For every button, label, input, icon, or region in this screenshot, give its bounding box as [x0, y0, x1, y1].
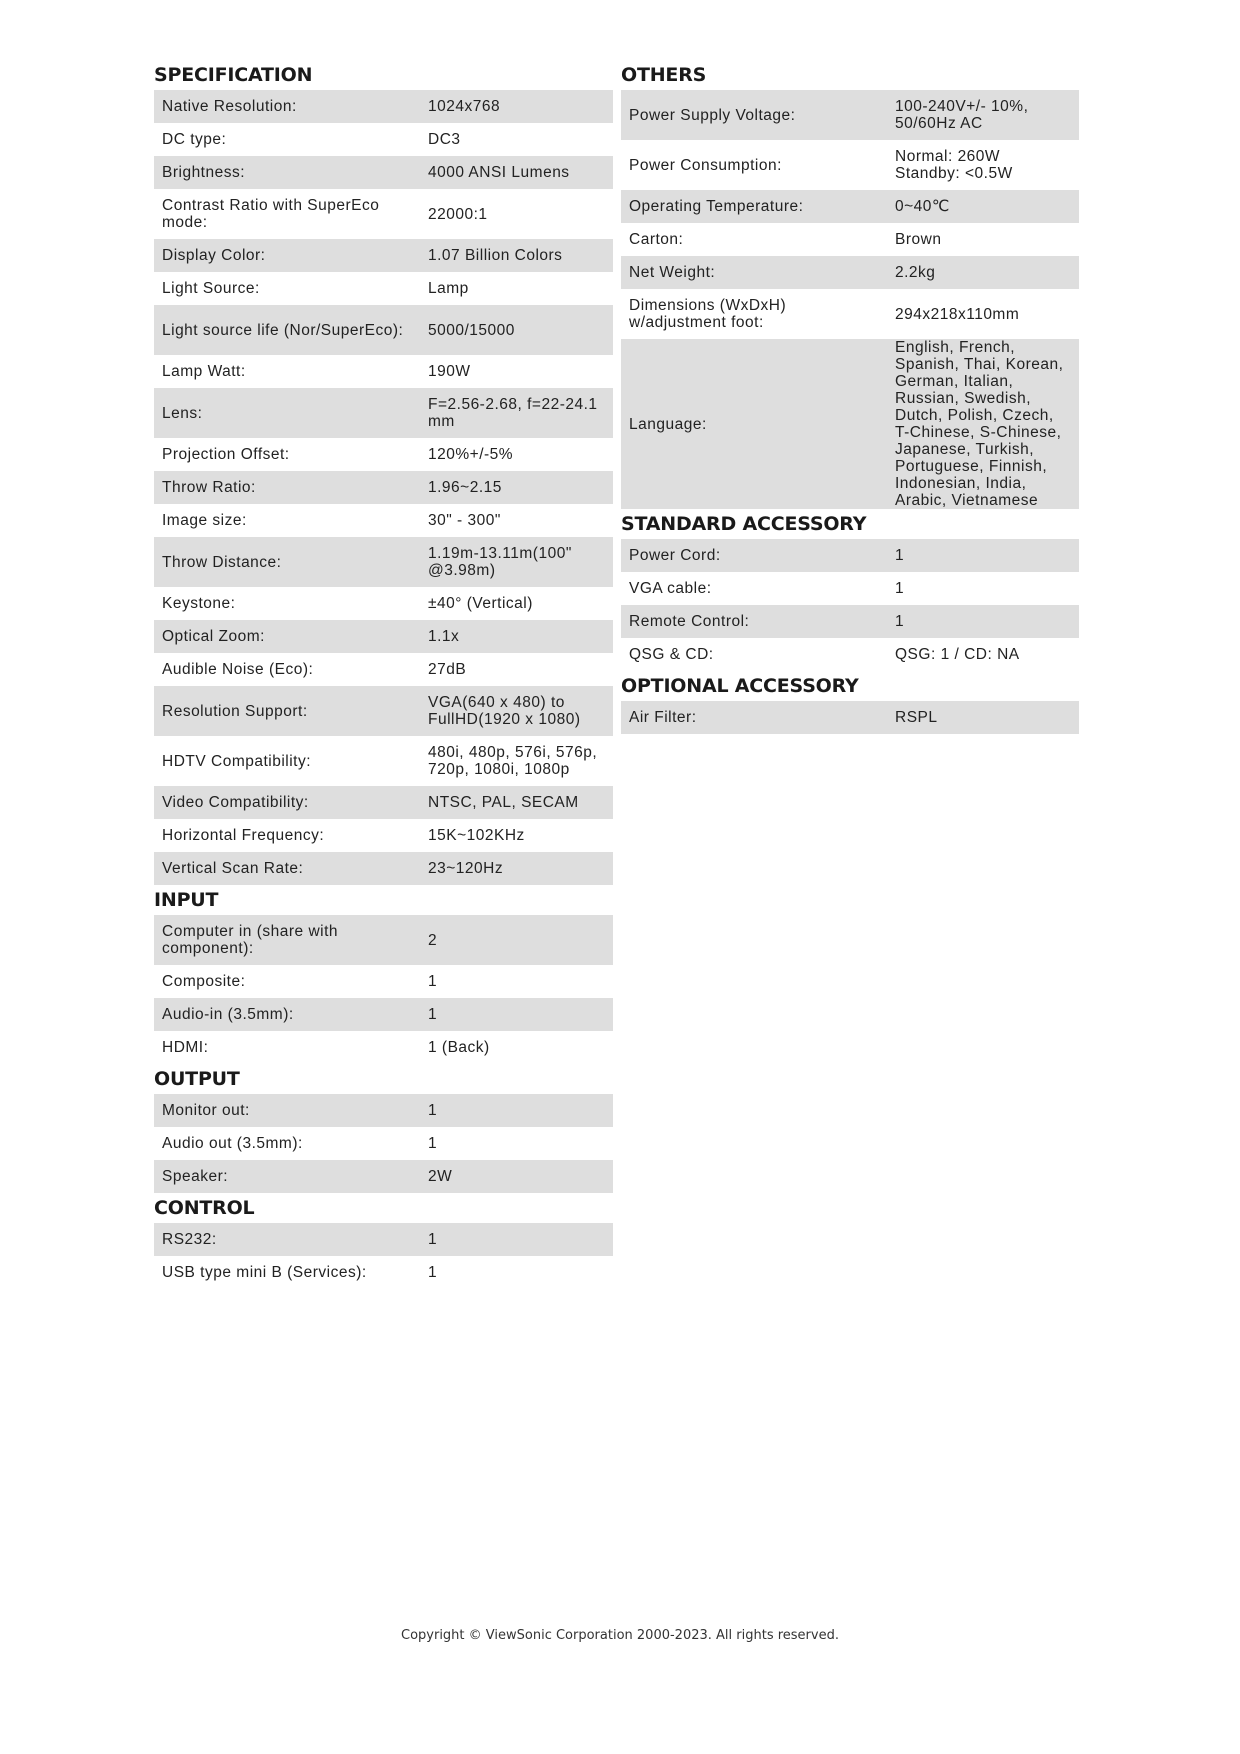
spec-label: Display Color:	[162, 247, 266, 264]
spec-label: Air Filter:	[629, 709, 697, 726]
right-spec-column	[621, 60, 1079, 734]
spec-label: Audio-in (3.5mm):	[162, 1006, 294, 1023]
section-title-control: CONTROL	[154, 1197, 255, 1219]
spec-row	[621, 539, 1079, 572]
spec-value: 1	[895, 613, 905, 630]
spec-table-input	[154, 915, 613, 1064]
spec-label: Optical Zoom:	[162, 628, 265, 645]
spec-label: Carton:	[629, 231, 684, 248]
spec-table-optional-accessory	[621, 701, 1079, 734]
spec-value: 294x218x110mm	[895, 305, 1020, 323]
spec-row	[154, 355, 613, 388]
spec-row	[621, 605, 1079, 638]
spec-value: 5000/15000	[428, 321, 515, 339]
spec-row	[621, 289, 1079, 339]
spec-row	[154, 587, 613, 620]
spec-row	[154, 653, 613, 686]
spec-table-standard-accessory	[621, 539, 1079, 671]
spec-row	[621, 90, 1079, 140]
spec-value: 1.19m-13.11m(100" @3.98m)	[428, 545, 572, 579]
spec-row	[154, 1094, 613, 1127]
spec-value: 1	[895, 547, 905, 564]
spec-table-control	[154, 1223, 613, 1289]
section-title-specification: SPECIFICATION	[154, 64, 313, 86]
spec-value: F=2.56-2.68, f=22-24.1 mm	[428, 396, 598, 430]
spec-row	[154, 915, 613, 965]
spec-label: Throw Distance:	[162, 553, 282, 571]
spec-label: Resolution Support:	[162, 702, 308, 720]
spec-row	[154, 272, 613, 305]
spec-value: QSG: 1 / CD: NA	[895, 646, 1020, 663]
spec-row	[154, 189, 613, 239]
spec-label: Throw Ratio:	[162, 479, 256, 496]
spec-value: RSPL	[895, 709, 938, 726]
spec-value: 1	[428, 1102, 438, 1119]
spec-value: 2W	[428, 1168, 453, 1185]
spec-row	[621, 572, 1079, 605]
spec-row	[154, 620, 613, 653]
spec-label: Computer in (share with component):	[162, 923, 339, 957]
spec-row	[154, 90, 613, 123]
spec-row	[621, 190, 1079, 223]
spec-row	[621, 140, 1079, 190]
spec-value: 1.1x	[428, 628, 460, 645]
spec-label: Native Resolution:	[162, 98, 297, 115]
spec-row	[154, 504, 613, 537]
spec-value: 480i, 480p, 576i, 576p, 720p, 1080i, 1080p	[428, 744, 598, 778]
spec-label: Image size:	[162, 512, 247, 529]
spec-row	[621, 701, 1079, 734]
spec-value: 30" - 300"	[428, 512, 501, 529]
spec-row	[154, 471, 613, 504]
spec-label: Video Compatibility:	[162, 794, 309, 811]
spec-label: Projection Offset:	[162, 446, 290, 463]
spec-label: Keystone:	[162, 595, 236, 612]
spec-row	[154, 736, 613, 786]
spec-label: Speaker:	[162, 1168, 229, 1185]
spec-value: 2	[428, 931, 438, 949]
spec-value: Brown	[895, 231, 942, 248]
spec-row	[621, 339, 1079, 509]
spec-value: ±40° (Vertical)	[428, 595, 533, 612]
spec-value: 1 (Back)	[428, 1039, 490, 1056]
spec-table-others	[621, 90, 1079, 509]
spec-row	[154, 1160, 613, 1193]
spec-value: NTSC, PAL, SECAM	[428, 794, 579, 811]
spec-value: Normal: 260W Standby: <0.5W	[895, 148, 1013, 182]
spec-label: Composite:	[162, 973, 246, 990]
spec-value: 100-240V+/- 10%, 50/60Hz AC	[895, 98, 1029, 132]
spec-label: DC type:	[162, 131, 227, 148]
spec-row	[621, 638, 1079, 671]
spec-row	[154, 156, 613, 189]
spec-label: QSG & CD:	[629, 646, 714, 663]
spec-label: HDTV Compatibility:	[162, 752, 312, 770]
spec-row	[154, 123, 613, 156]
spec-label: Net Weight:	[629, 264, 716, 281]
spec-label: Operating Temperature:	[629, 198, 804, 215]
spec-value: 1024x768	[428, 98, 501, 115]
spec-row	[154, 1031, 613, 1064]
spec-value: 22000:1	[428, 205, 488, 223]
spec-value: 27dB	[428, 661, 467, 678]
spec-value: 1.07 Billion Colors	[428, 247, 563, 264]
spec-value: 1	[428, 1135, 438, 1152]
spec-label: Brightness:	[162, 164, 246, 181]
spec-table-specification	[154, 90, 613, 885]
spec-value: 1	[428, 1231, 438, 1248]
spec-label: Lamp Watt:	[162, 363, 246, 380]
spec-row	[154, 1127, 613, 1160]
spec-value: VGA(640 x 480) to FullHD(1920 x 1080)	[428, 694, 581, 728]
spec-value: 190W	[428, 363, 471, 380]
spec-row	[154, 786, 613, 819]
spec-value: 4000 ANSI Lumens	[428, 164, 570, 181]
spec-label: Light source life (Nor/SuperEco):	[162, 321, 404, 339]
spec-label: Language:	[629, 415, 707, 433]
spec-label: Power Cord:	[629, 547, 721, 564]
spec-row	[154, 537, 613, 587]
spec-row	[621, 256, 1079, 289]
spec-value: 15K~102KHz	[428, 827, 525, 844]
spec-row	[621, 223, 1079, 256]
spec-row	[154, 965, 613, 998]
spec-value: 1	[428, 1006, 438, 1023]
spec-value: 0~40℃	[895, 198, 950, 215]
spec-label: Remote Control:	[629, 613, 750, 630]
spec-row	[154, 388, 613, 438]
spec-row	[154, 686, 613, 736]
left-spec-column	[154, 60, 613, 1289]
spec-label: Monitor out:	[162, 1102, 250, 1119]
spec-label: Audible Noise (Eco):	[162, 661, 314, 678]
section-title-optional-accessory: OPTIONAL ACCESSORY	[621, 675, 859, 697]
spec-row	[154, 1223, 613, 1256]
spec-label: Light Source:	[162, 280, 260, 297]
spec-label: Contrast Ratio with SuperEco mode:	[162, 197, 380, 231]
spec-label: VGA cable:	[629, 580, 712, 597]
spec-label: Vertical Scan Rate:	[162, 860, 304, 877]
spec-label: Horizontal Frequency:	[162, 827, 325, 844]
section-title-others: OTHERS	[621, 64, 707, 86]
spec-row	[154, 438, 613, 471]
copyright-footer: Copyright © ViewSonic Corporation 2000-2023. All rights reserved.	[401, 1628, 839, 1643]
spec-value: 1	[895, 580, 905, 597]
spec-label: RS232:	[162, 1231, 217, 1248]
spec-table-output	[154, 1094, 613, 1193]
spec-value: 23~120Hz	[428, 860, 504, 877]
section-title-output: OUTPUT	[154, 1068, 240, 1090]
spec-row	[154, 239, 613, 272]
spec-label: HDMI:	[162, 1039, 209, 1056]
spec-row	[154, 1256, 613, 1289]
spec-value: 120%+/-5%	[428, 446, 514, 463]
spec-value: 1	[428, 973, 438, 990]
spec-label: USB type mini B (Services):	[162, 1264, 367, 1281]
spec-value: Lamp	[428, 280, 469, 297]
spec-value: 2.2kg	[895, 264, 936, 281]
spec-row	[154, 305, 613, 355]
spec-value: DC3	[428, 131, 461, 148]
spec-value: English, French, Spanish, Thai, Korean, German, Italian, Russian, Swedish, Dutch, Polish, Czech, T-Chinese, S-Chinese, Japanese, Turkish, Portuguese, Finnish, Indonesian, India, Arabic, Vietnamese	[895, 339, 1064, 509]
spec-value: 1.96~2.15	[428, 479, 502, 496]
spec-label: Dimensions (WxDxH) w/adjustment foot:	[629, 297, 787, 331]
spec-label: Audio out (3.5mm):	[162, 1135, 303, 1152]
spec-row	[154, 852, 613, 885]
spec-row	[154, 819, 613, 852]
section-title-standard-accessory: STANDARD ACCESSORY	[621, 513, 867, 535]
spec-label: Power Consumption:	[629, 156, 782, 174]
spec-label: Lens:	[162, 404, 203, 422]
spec-label: Power Supply Voltage:	[629, 106, 796, 124]
spec-row	[154, 998, 613, 1031]
section-title-input: INPUT	[154, 889, 219, 911]
spec-value: 1	[428, 1264, 438, 1281]
